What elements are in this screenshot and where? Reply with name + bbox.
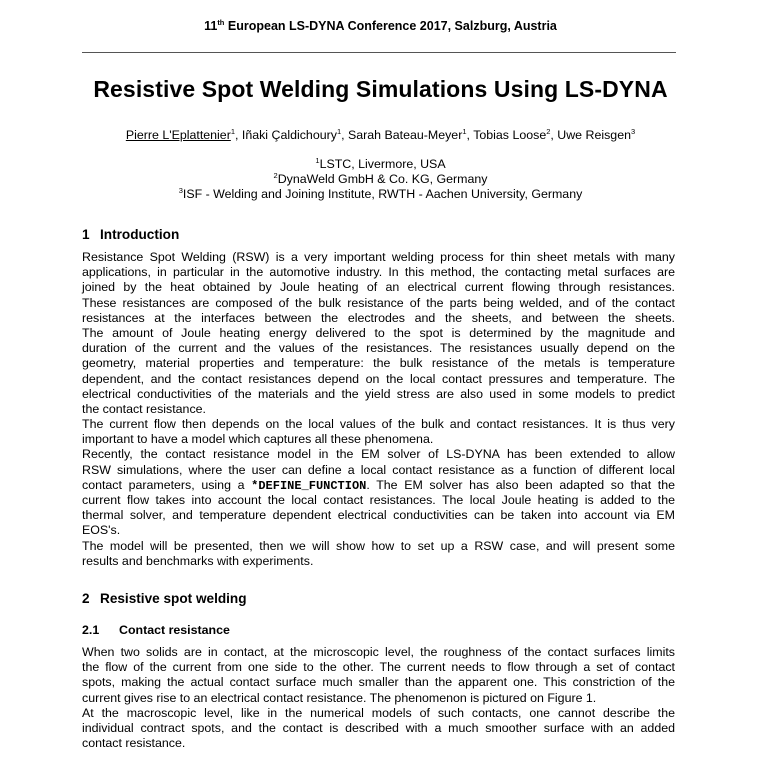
- introduction-body: [82, 250, 675, 569]
- section-heading-introduction: [82, 227, 179, 242]
- author-name: Iñaki Çaldichoury: [241, 128, 337, 142]
- text-line: applications, in particular in the automotive industry. In this method, the contacting metal surfaces are: [82, 265, 675, 280]
- affil-text: DynaWeld GmbH & Co. KG, Germany: [277, 172, 488, 186]
- text-line: current flow takes into account the local contact resistances. The local Joule heating is added to the: [82, 493, 675, 507]
- text-line: thermal solver, and temperature dependent electrical conductivities can be taken into account via EM: [82, 508, 675, 523]
- subsection-heading-contact-resistance: [82, 623, 230, 637]
- header-rule: [82, 52, 676, 53]
- text-line: The model will be presented, then we will show how to set up a RSW case, and will present some: [82, 538, 675, 553]
- affiliation: [0, 187, 761, 202]
- affiliation-list: [0, 157, 761, 202]
- text-line: EOS's.: [82, 523, 121, 538]
- text-line: At the macroscopic level, like in the numerical models of such contacts, one cannot describe the: [82, 705, 675, 720]
- text-line: resistances at the interfaces between the electrodes and the sheets, and between the sheets.: [82, 310, 675, 325]
- text-line: When two solids are in contact, at the microscopic level, the roughness of the contact surfaces limits: [82, 645, 675, 659]
- affil-number: 1: [315, 156, 320, 165]
- affil-number: 2: [273, 171, 278, 180]
- author-name: Uwe Reisgen: [557, 128, 631, 142]
- subsection-number: 2.1: [82, 623, 100, 637]
- text-line: Resistance Spot Welding (RSW) is a very important welding process for thin sheet metals with many: [82, 250, 675, 264]
- affil-text: LSTC, Livermore, USA: [319, 157, 446, 171]
- author-affil-ref: 1: [230, 127, 235, 136]
- text-line: important to have a model which captures all these phenomena.: [82, 432, 434, 447]
- author-name: Pierre L'Eplattenier: [125, 128, 231, 142]
- section-number: 1: [82, 227, 90, 242]
- text-line: individual contract spots, and the contact is described with a much smoother surface with an added: [82, 720, 675, 735]
- affil-text: ISF - Welding and Joining Institute, RWTH - Aachen University, Germany: [182, 187, 583, 201]
- text-line: joined by the heat obtained by Joule heating of an electrical current flowing through resistances.: [82, 280, 675, 295]
- author-name: Sarah Bateau-Meyer: [348, 128, 463, 142]
- text-line: Recently, the contact resistance model in the EM solver of LS-DYNA has been extended to allow: [82, 447, 675, 462]
- keyword-define-function: *DEFINE_FUNCTION: [251, 478, 367, 493]
- author-affil-ref: 3: [630, 127, 636, 136]
- text-line: dependent, and the contact resistances depend on the local contact pressures and temperature. The: [82, 371, 675, 386]
- author-list: Pierre L'Eplattenier$^1$, Iñaki Çaldichoury$^1$, Sarah Bateau-Meyer$^1$, Tobias Loose$^2$, Uwe Reisgen$^3$: [125, 127, 636, 142]
- text-line: spots, making the actual contact surface much smaller than the apparent one. This constriction of the: [82, 675, 675, 690]
- affiliation: [0, 172, 761, 187]
- text-line: [82, 478, 675, 493]
- text-line: These resistances are composed of the bulk resistance of the parts being welded, and of the contact: [82, 295, 675, 310]
- affil-number: 3: [178, 186, 183, 195]
- text-line: the contact resistance.: [82, 401, 206, 416]
- text-line: geometry, material properties and temperature: the bulk resistance of the metals is temperature: [82, 356, 675, 371]
- subsection-title: Contact resistance: [119, 623, 230, 637]
- text-line: current gives rise to an electrical contact resistance. The phenomenon is pictured on Figure 1.: [82, 690, 597, 705]
- section-title: Introduction: [100, 227, 180, 242]
- affiliation: [0, 157, 761, 172]
- header-ordinal-suffix: th: [217, 18, 225, 27]
- section-number: 2: [82, 591, 90, 606]
- conference-header: [0, 19, 761, 33]
- text-line: RSW simulations, where the user can define a local contact resistance as a function of different local: [82, 462, 675, 477]
- author-affil-ref: 1: [336, 127, 342, 136]
- text-line: results and benchmarks with experiments.: [82, 553, 314, 568]
- author-name: Tobias Loose: [473, 128, 547, 142]
- text-fragment: contact parameters, using a: [82, 477, 252, 492]
- author-affil-ref: 2: [546, 127, 551, 136]
- header-text: European LS-DYNA Conference 2017, Salzburg, Austria: [224, 19, 557, 33]
- text-line: contact resistance.: [82, 736, 186, 751]
- text-line: The current flow then depends on the local values of the bulk and contact resistances. It is thus very: [82, 417, 675, 432]
- text-line: The amount of Joule heating energy delivered to the spot is determined by the magnitude and: [82, 325, 675, 340]
- text-line: electrical conductivities of the materials and the yield stress are also used in some models to predict: [82, 386, 675, 401]
- contact-resistance-body: [82, 645, 675, 751]
- paper-title: Resistive Spot Welding Simulations Using LS-DYNA: [93, 76, 668, 102]
- section-heading-resistive-spot-welding: [82, 591, 247, 606]
- text-line: the flow of the current from one side to the other. The current needs to flow through a set of contact: [82, 660, 675, 675]
- header-ordinal: 11: [204, 19, 218, 33]
- text-line: duration of the current and the values of the resistances. The resistances usually depend on the: [82, 341, 675, 356]
- text-fragment: . The EM solver has also been adapted so that the: [366, 477, 676, 492]
- author-affil-ref: 1: [462, 127, 467, 136]
- section-title: Resistive spot welding: [100, 591, 247, 606]
